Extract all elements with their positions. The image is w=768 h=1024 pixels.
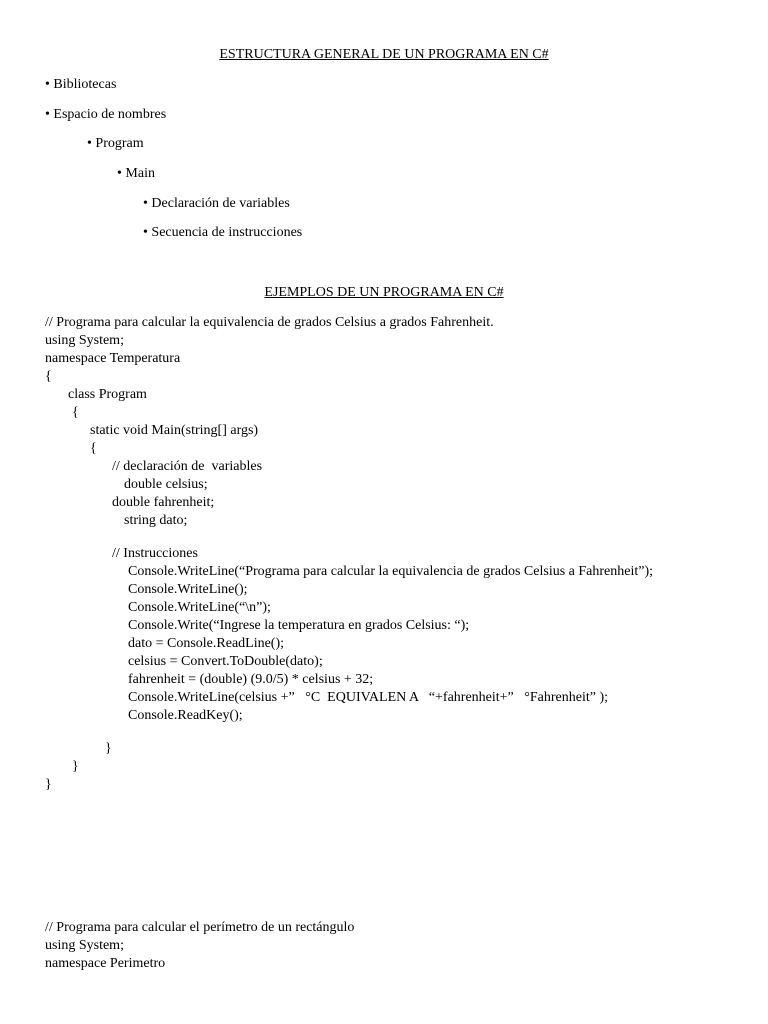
code-line: { (90, 441, 97, 456)
code-line: class Program (68, 387, 147, 402)
code-comment: // Programa para calcular la equivalencia de grados Celsius a grados Fahrenheit. (45, 315, 494, 330)
outline-item-main: • Main (117, 166, 155, 181)
code-line: namespace Temperatura (45, 351, 181, 366)
code-line: Console.WriteLine(“Programa para calcular la equivalencia de grados Celsius a Fahrenheit”); (128, 564, 653, 579)
code-line: Console.WriteLine(“\n”); (128, 600, 271, 615)
code-line: double fahrenheit; (112, 495, 215, 510)
code-line: } (72, 759, 79, 774)
outline-item-espacio-nombres: • Espacio de nombres (45, 107, 167, 122)
code-line: using System; (45, 333, 124, 348)
outline-item-program: • Program (87, 136, 144, 151)
code-line: double celsius; (124, 477, 208, 492)
code-line: { (72, 405, 79, 420)
code-line: } (105, 741, 112, 756)
code-line: Console.ReadKey(); (128, 708, 243, 723)
structure-heading: ESTRUCTURA GENERAL DE UN PROGRAMA EN C# (219, 47, 549, 62)
code-line: string dato; (124, 513, 188, 528)
code-line: static void Main(string[] args) (90, 423, 259, 438)
examples-heading: EJEMPLOS DE UN PROGRAMA EN C# (264, 285, 504, 300)
code-line: celsius = Convert.ToDouble(dato); (128, 654, 323, 669)
code-line: dato = Console.ReadLine(); (128, 636, 285, 651)
code-line: Console.WriteLine(); (128, 582, 248, 597)
code-comment: // Programa para calcular el perímetro de un rectángulo (45, 920, 355, 935)
outline-item-declaracion: • Declaración de variables (143, 196, 290, 211)
code-line: { (45, 369, 52, 384)
code-comment: // declaración de variables (112, 459, 263, 474)
code-line: } (45, 777, 52, 792)
code-line: using System; (45, 938, 124, 953)
code-comment: // Instrucciones (112, 546, 198, 561)
outline-item-bibliotecas: • Bibliotecas (45, 77, 117, 92)
code-line: namespace Perimetro (45, 956, 166, 971)
code-line: Console.WriteLine(celsius +” °C EQUIVALEN A “+fahrenheit+” °Fahrenheit” ); (128, 690, 608, 705)
code-line: fahrenheit = (double) (9.0/5) * celsius + 32; (128, 672, 374, 687)
code-line: Console.Write(“Ingrese la temperatura en grados Celsius: “); (128, 618, 470, 633)
outline-item-secuencia: • Secuencia de instrucciones (143, 225, 303, 240)
